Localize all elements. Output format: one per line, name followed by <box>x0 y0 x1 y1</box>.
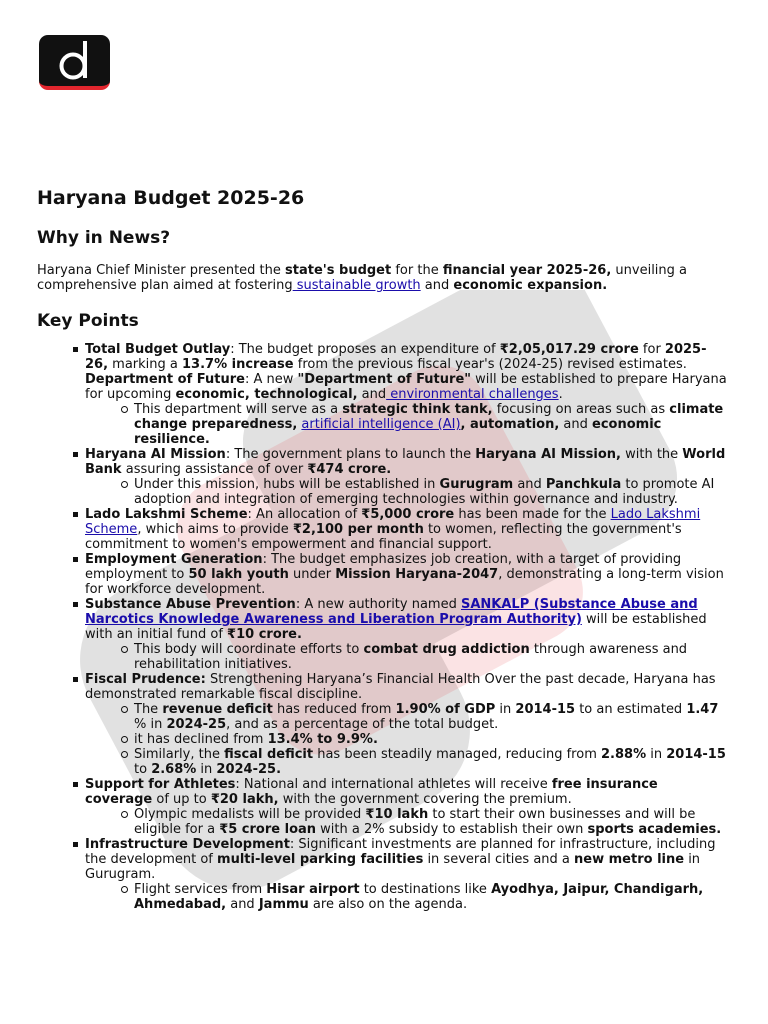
sub-list-item <box>134 747 727 777</box>
bold-text: Infrastructure Development <box>85 837 290 852</box>
bold-text: financial year 2025-26, <box>442 263 612 278</box>
bold-text: Total Budget Outlay <box>85 342 231 357</box>
text: : A new <box>244 372 298 387</box>
bold-text: economic expansion. <box>453 278 608 293</box>
sub-list <box>85 882 727 912</box>
bold-text: Gurugram <box>439 477 514 492</box>
bold-text: Substance Abuse Prevention <box>85 597 296 612</box>
text: has reduced from <box>272 702 396 717</box>
list-item-infrastructure <box>85 837 727 912</box>
text: to promote AI adoption and integration of emerging technologies within governance and industry. <box>134 477 715 507</box>
list-item-employment <box>85 552 727 597</box>
text: : Significant investments are planned for infrastructure, including the development of <box>85 837 716 867</box>
text: with the <box>620 447 683 462</box>
lado-lakshmi-scheme-link[interactable]: Lado Lakshmi Scheme <box>85 507 701 537</box>
list-item-lado-lakshmi <box>85 507 727 552</box>
sub-list-item <box>134 807 727 837</box>
sub-list <box>85 702 727 777</box>
text: unveiling a comprehensive plan aimed at fostering <box>37 263 688 293</box>
bold-text: 50 lakh youth <box>188 567 289 582</box>
list-item-ai-mission <box>85 447 727 507</box>
bold-text: Hisar airport <box>266 882 360 897</box>
key-points-list <box>37 342 727 912</box>
bold-text: new metro line <box>574 852 685 867</box>
bold-text: Haryana AI Mission <box>85 447 226 462</box>
bold-text: 2025-26, <box>85 342 707 372</box>
bold-text: Panchkula <box>545 477 622 492</box>
bold-text: , automation, <box>460 417 560 432</box>
list-item-budget-outlay <box>85 342 727 447</box>
bold-text: Jammu <box>258 897 309 912</box>
bold-text: combat drug addiction <box>363 642 530 657</box>
text: to destinations like <box>359 882 492 897</box>
text: to <box>134 762 152 777</box>
text: % in <box>134 717 167 732</box>
text: Haryana Chief Minister presented the <box>37 263 286 278</box>
text: The <box>134 702 163 717</box>
text: and <box>420 278 454 293</box>
text: will be established with an initial fund of <box>85 612 707 642</box>
page-title: Haryana Budget 2025-26 <box>37 187 305 209</box>
bold-text: state's budget <box>285 263 392 278</box>
text: focusing on areas such as <box>492 402 670 417</box>
bold-text: 2014-15 <box>666 747 726 762</box>
text: , demonstrating a long-term vision for workforce development. <box>85 567 724 597</box>
bold-text: 2024-25 <box>166 717 227 732</box>
bold-text: ₹10 crore. <box>227 627 302 642</box>
sub-list <box>85 642 727 672</box>
text: and <box>559 417 593 432</box>
bold-text: multi-level parking facilities <box>217 852 424 867</box>
bold-text: ₹474 crore. <box>307 462 392 477</box>
bold-text: 2.88% <box>601 747 647 762</box>
sub-list-item <box>134 882 727 912</box>
text: Olympic medalists will be provided <box>134 807 366 822</box>
bold-text: Employment Generation <box>85 552 263 567</box>
text: of up to <box>152 792 211 807</box>
list-item-athletes <box>85 777 727 837</box>
sub-list <box>85 402 727 447</box>
sub-list-item <box>134 642 727 672</box>
bold-text: free insurance coverage <box>85 777 658 807</box>
text: : National and international athletes will receive <box>235 777 552 792</box>
bold-text: Fiscal Prudence: <box>85 672 206 687</box>
bold-text: economic resilience. <box>134 417 662 447</box>
text: for <box>638 342 665 357</box>
sub-list <box>85 477 727 507</box>
bold-text: Haryana AI Mission, <box>475 447 621 462</box>
bold-text: ₹2,05,017.29 crore <box>499 342 639 357</box>
text: has been steadily managed, reducing from <box>313 747 601 762</box>
text: , and as a percentage of the total budget. <box>226 717 499 732</box>
text: to women, reflecting the government's commitment to women's empowerment and financial support. <box>85 522 682 552</box>
text: in Gurugram. <box>85 852 701 882</box>
bold-text: ₹2,100 per month <box>292 522 424 537</box>
text: will be established to prepare Haryana for upcoming <box>85 372 727 402</box>
bold-text: 2024-25. <box>216 762 282 777</box>
text: assuring assistance of over <box>121 462 308 477</box>
text: : The budget emphasizes job creation, with a target of providing employment to <box>85 552 682 582</box>
bold-text: World Bank <box>85 447 726 477</box>
bold-text: "Department of Future" <box>297 372 472 387</box>
bold-text: fiscal deficit <box>224 747 314 762</box>
sustainable-growth-link[interactable]: sustainable growth <box>292 278 421 293</box>
text: Strengthening Haryana’s Financial Health Over the past decade, Haryana has demonstrated remarkable fiscal discipline. <box>85 672 716 702</box>
bold-text: climate change preparedness, <box>134 402 724 432</box>
text: in several cities and a <box>423 852 575 867</box>
bold-text: ₹20 lakh, <box>210 792 279 807</box>
sub-list-item <box>134 732 727 747</box>
text: in <box>495 702 516 717</box>
artificial-intelligence-link[interactable]: artificial intelligence (AI) <box>301 417 461 432</box>
sub-list <box>85 807 727 837</box>
text: has been made for the <box>454 507 611 522</box>
text: to start their own businesses and will be eligible for a <box>134 807 696 837</box>
bold-text: Lado Lakshmi Scheme <box>85 507 248 522</box>
environmental-challenges-link[interactable]: environmental challenges <box>386 387 559 402</box>
bold-text: Support for Athletes <box>85 777 236 792</box>
bold-text: economic, technological, <box>175 387 358 402</box>
text: : A new authority named <box>295 597 461 612</box>
text: are also on the agenda. <box>308 897 468 912</box>
intro-paragraph <box>37 263 727 293</box>
list-item-substance-abuse <box>85 597 727 672</box>
bold-text: 13.4% to 9.9%. <box>267 732 378 747</box>
text: in <box>196 762 217 777</box>
sub-list-item <box>134 402 727 447</box>
text: in <box>646 747 667 762</box>
text: , which aims to provide <box>137 522 293 537</box>
bold-text: ₹5 crore loan <box>219 822 317 837</box>
sub-list-item <box>134 702 727 732</box>
bold-text: Ayodhya, Jaipur, Chandigarh, Ahmedabad, <box>134 882 704 912</box>
text: with a 2% subsidy to establish their own <box>316 822 588 837</box>
text: : The government plans to launch the <box>225 447 476 462</box>
text: and <box>357 387 387 402</box>
bold-text: 2.68% <box>151 762 197 777</box>
article <box>37 186 727 912</box>
bold-text: Department of Future <box>85 372 245 387</box>
text: to an estimated <box>575 702 687 717</box>
bold-text: strategic think tank, <box>342 402 493 417</box>
bold-text: revenue deficit <box>162 702 273 717</box>
bold-text: SANKALP (Substance Abuse and Narcotics Knowledge Awareness and Liberation Program Authority) <box>85 597 698 627</box>
text: This department will serve as a <box>134 402 343 417</box>
bold-text: 13.7% increase <box>182 357 294 372</box>
list-item-fiscal-prudence <box>85 672 727 777</box>
text: : An allocation of <box>247 507 362 522</box>
bold-text: 2014-15 <box>515 702 576 717</box>
drishti-d-logo-icon <box>39 35 110 86</box>
text: it has declined from <box>134 732 268 747</box>
text: Under this mission, hubs will be established in <box>134 477 440 492</box>
bold-text: ₹10 lakh <box>365 807 429 822</box>
bold-text: 1.47 <box>686 702 719 717</box>
text: This body will coordinate efforts to <box>134 642 364 657</box>
text: under <box>288 567 336 582</box>
bold-text: ₹5,000 crore <box>361 507 455 522</box>
text: with the government covering the premium. <box>278 792 572 807</box>
text: and <box>226 897 259 912</box>
sub-list-item <box>134 477 727 507</box>
bold-text: sports academies. <box>587 822 722 837</box>
text: for the <box>391 263 443 278</box>
bold-text: 1.90% of GDP <box>395 702 496 717</box>
text: from the previous fiscal year's (2024-25) revised estimates. <box>293 357 687 372</box>
text: Similarly, the <box>134 747 225 762</box>
text: . <box>558 387 563 402</box>
text: marking a <box>108 357 183 372</box>
key-points-heading: Key Points <box>37 311 139 331</box>
text: Flight services from <box>134 882 267 897</box>
bold-text: Mission Haryana-2047 <box>335 567 499 582</box>
why-in-news-heading: Why in News? <box>37 228 171 248</box>
text: and <box>513 477 546 492</box>
text: : The budget proposes an expenditure of <box>230 342 500 357</box>
drishti-logo[interactable] <box>39 35 110 90</box>
text: through awareness and rehabilitation initiatives. <box>134 642 688 672</box>
